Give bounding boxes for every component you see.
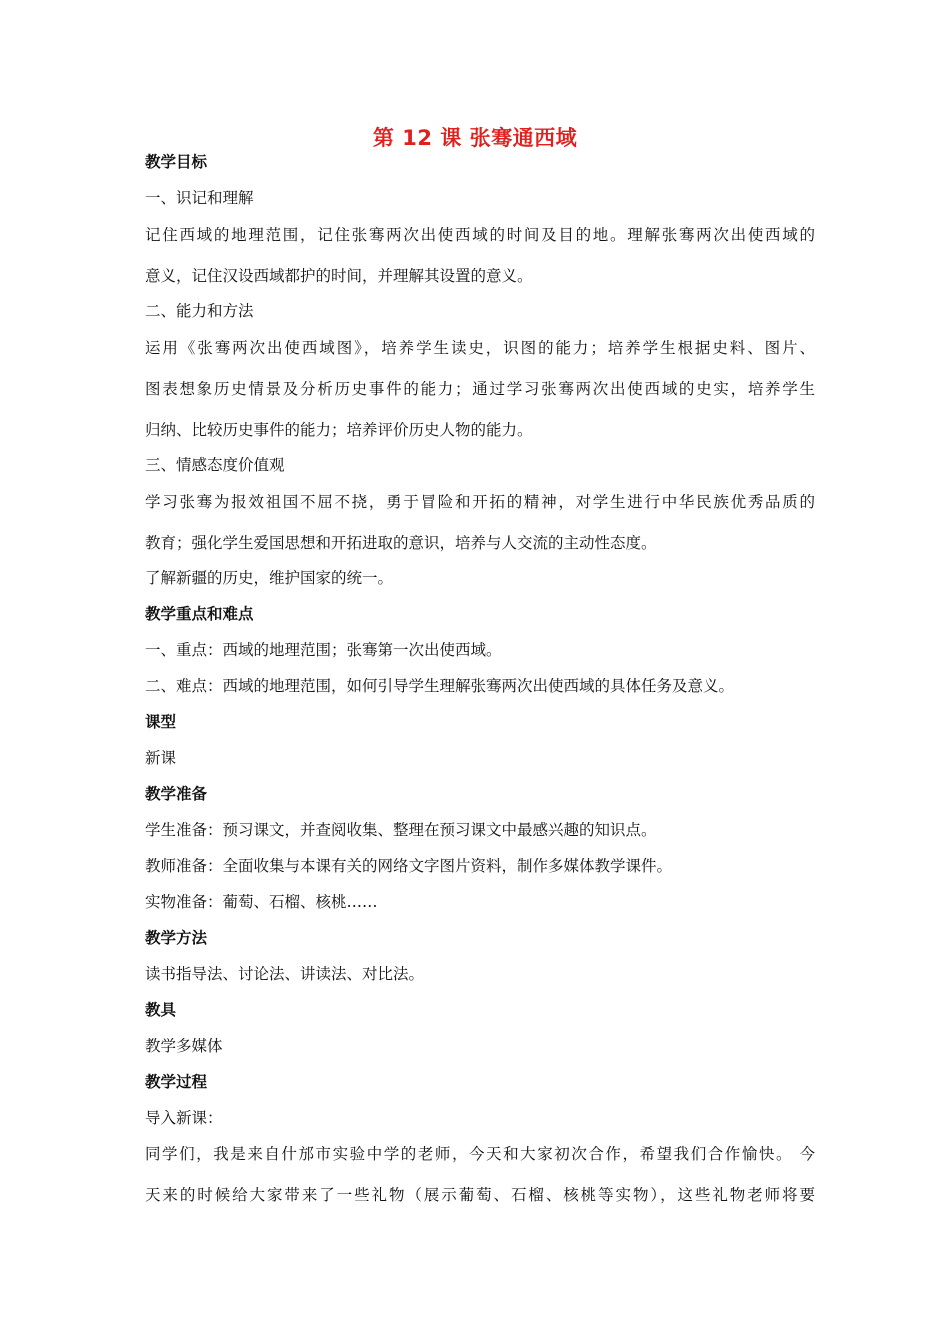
section-heading: 教学目标 — [145, 153, 208, 171]
paragraph-line: 一、识记和理解 — [145, 189, 254, 207]
page-title: 第 12 课 张骞通西域 — [372, 126, 578, 150]
paragraph-line: 教育；强化学生爱国思想和开拓进取的意识，培养与人交流的主动性态度。 — [145, 534, 657, 552]
paragraph-line: 图表想象历史情景及分析历史事件的能力；通过学习张骞两次出使西域的史实，培养学生 — [145, 380, 815, 398]
paragraph-line: 意义，记住汉设西域都护的时间，并理解其设置的意义。 — [145, 267, 533, 285]
section-heading: 教学准备 — [145, 785, 208, 803]
paragraph-line: 教师准备：全面收集与本课有关的网络文字图片资料，制作多媒体教学课件。 — [145, 857, 673, 875]
paragraph-line: 导入新课： — [145, 1109, 223, 1127]
paragraph-line: 学生准备：预习课文，并查阅收集、整理在预习课文中最感兴趣的知识点。 — [145, 821, 657, 839]
paragraph-line: 二、难点：西域的地理范围，如何引导学生理解张骞两次出使西域的具体任务及意义。 — [145, 677, 735, 695]
paragraph-line: 天来的时候给大家带来了一些礼物（展示葡萄、石榴、核桃等实物），这些礼物老师将要 — [145, 1186, 815, 1204]
paragraph-line: 二、能力和方法 — [145, 302, 254, 320]
paragraph-line: 学习张骞为报效祖国不屈不挠，勇于冒险和开拓的精神，对学生进行中华民族优秀品质的 — [145, 493, 815, 511]
paragraph-line: 运用《张骞两次出使西域图》，培养学生读史，识图的能力；培养学生根据史料、图片、 — [145, 339, 815, 357]
paragraph-line: 了解新疆的历史，维护国家的统一。 — [145, 569, 394, 587]
paragraph-line: 归纳、比较历史事件的能力；培养评价历史人物的能力。 — [145, 421, 533, 439]
paragraph-line: 新课 — [145, 749, 177, 767]
paragraph-line: 读书指导法、讨论法、讲读法、对比法。 — [145, 965, 425, 983]
paragraph-line: 一、重点：西域的地理范围；张骞第一次出使西域。 — [145, 641, 502, 659]
section-heading: 教学方法 — [145, 929, 208, 947]
paragraph-line: 实物准备：葡萄、石榴、核桃…… — [145, 893, 378, 911]
paragraph-line: 三、情感态度价值观 — [145, 456, 285, 474]
paragraph-line: 教学多媒体 — [145, 1037, 223, 1055]
paragraph-line: 同学们，我是来自什邡市实验中学的老师，今天和大家初次合作，希望我们合作愉快。 今 — [145, 1145, 815, 1163]
section-heading: 教学过程 — [145, 1073, 208, 1091]
paragraph-line: 记住西域的地理范围，记住张骞两次出使西域的时间及目的地。理解张骞两次出使西域的 — [145, 226, 815, 244]
section-heading: 教学重点和难点 — [145, 605, 254, 623]
section-heading: 课型 — [145, 713, 177, 731]
section-heading: 教具 — [145, 1001, 177, 1019]
